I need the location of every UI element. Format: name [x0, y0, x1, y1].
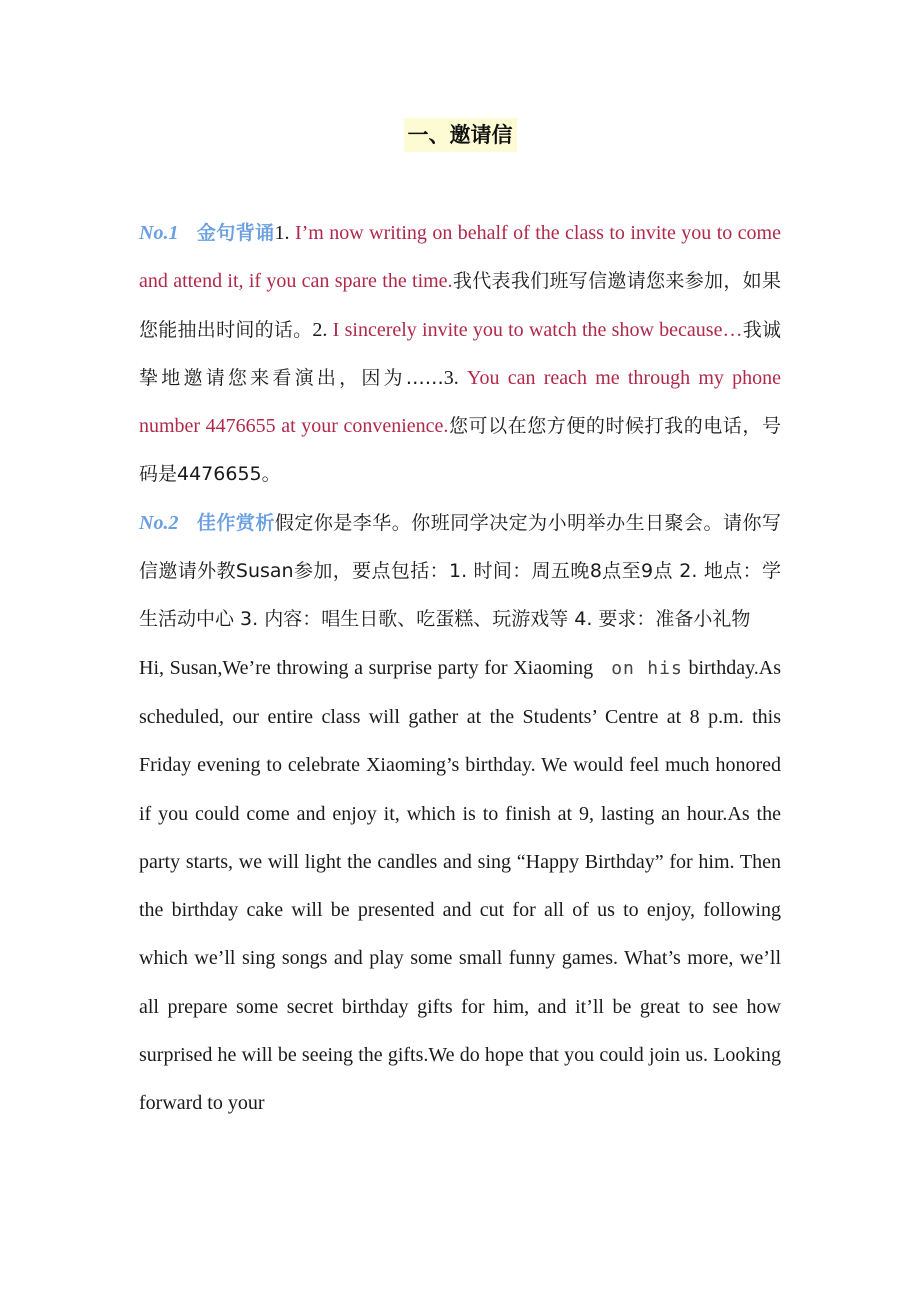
sentence-3-number: 3.: [443, 366, 468, 389]
essay-body: birthday.As scheduled, our entire class will gather at the Students’ Centre at 8 p.m. this Friday evening to celebrate Xiaoming’s birthday. We would feel much honored if you could come and enjoy it, which is to finish at 9, lasting an hour.As the party starts, we will light the candles and sing “Happy Birthday” for him. Then the birthday cake will be presented and cut for all of us to enjoy, following which we’ll sing songs and play some small funny games. What’s more, we’ll all prepare some secret birthday gifts for him, and it’ll be great to see how surprised he will be seeing the gifts.We do hope that you could join us. Looking forward to your: [139, 656, 782, 1115]
sentence-2-chinese: 我诚挚地邀请您来看演出，因为……: [139, 318, 781, 389]
sentence-2-english: I sincerely invite you to watch the show because…: [332, 318, 743, 341]
sentence-3-chinese: 您可以在您方便的时候打我的电话，号码是4476655。: [139, 415, 781, 486]
section-2-label: 佳作赏析: [196, 511, 275, 534]
essay-first-line-tail: on his: [611, 657, 683, 679]
sentence-2-number: 2.: [312, 318, 333, 341]
essay-first-line: Hi, Susan,We’re throwing a surprise party for Xiaoming: [139, 656, 594, 679]
section-1-label: 金句背诵: [196, 222, 275, 244]
section-2-paragraph: [139, 499, 781, 644]
title-wrap: [0, 118, 920, 152]
section-2-number: No.2: [139, 511, 179, 534]
sample-essay: [139, 644, 781, 1128]
page-title: 一、邀请信: [404, 118, 517, 152]
sentence-3-english: You can reach me through my phone number 4476655 at your convenience.: [139, 366, 781, 438]
document-body: [139, 209, 781, 1128]
section-1-number: No.1: [139, 222, 179, 244]
sentence-1-chinese: 我代表我们班写信邀请您来参加，如果您能抽出时间的话。: [139, 270, 781, 341]
writing-prompt: 假定你是李华。你班同学决定为小明举办生日聚会。请你写信邀请外教Susan参加，要点包括：1. 时间：周五晚8点至9点 2. 地点：学生活动中心 3. 内容：唱生日歌、吃蛋糕、玩游戏等 4. 要求：准备小礼物: [139, 511, 781, 631]
sentence-1-number: 1.: [274, 222, 295, 244]
section-1-paragraph: [139, 209, 781, 499]
sentence-1-english: I’m now writing on behalf of the class to invite you to come and attend it, if you can spare the time.: [139, 222, 781, 293]
